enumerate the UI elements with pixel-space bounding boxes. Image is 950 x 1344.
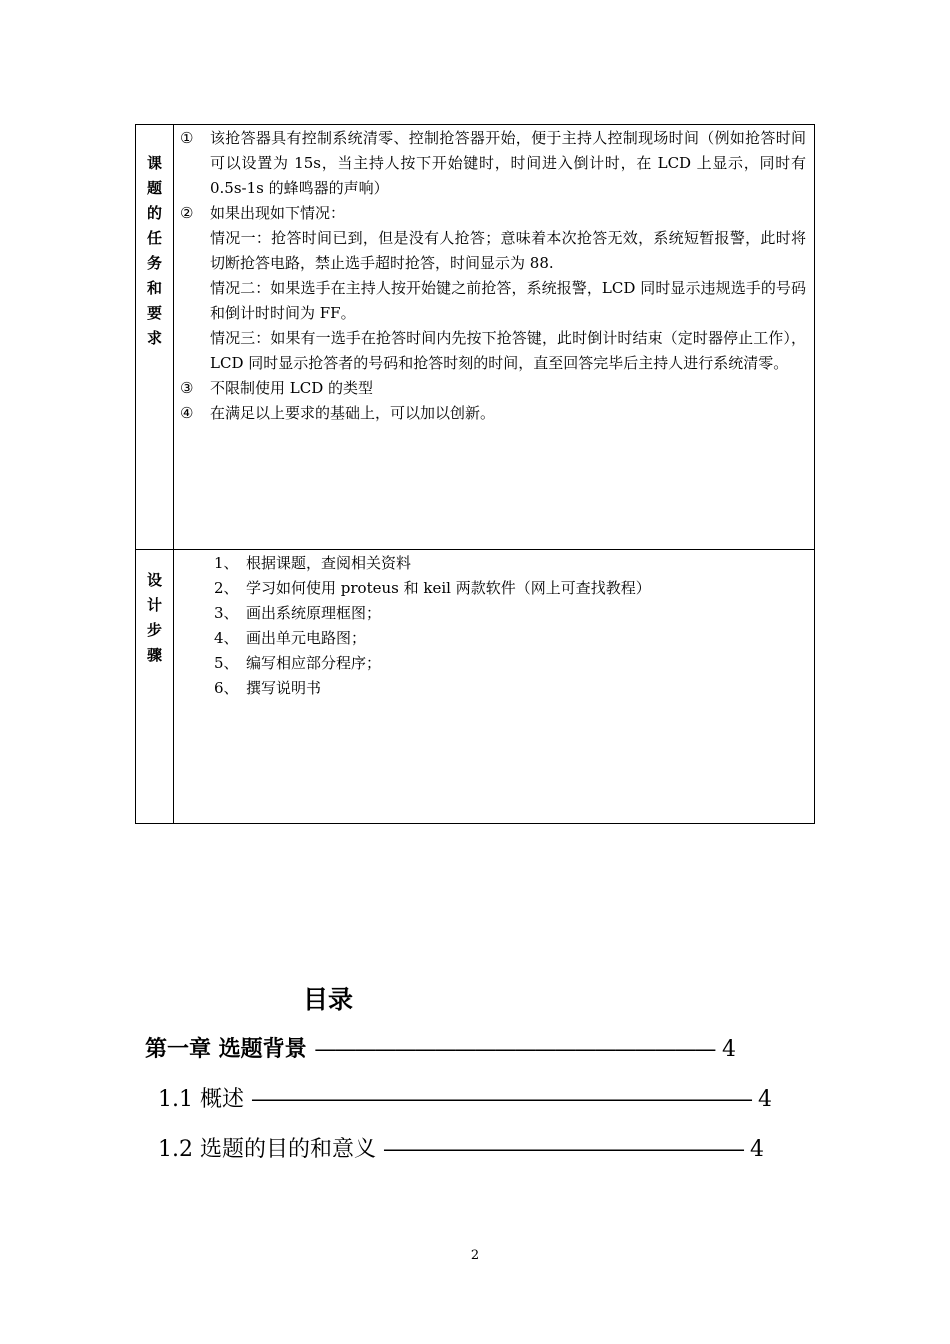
toc-entry[interactable]	[145, 1032, 736, 1063]
toc-entry-label: 第一章 选题背景	[145, 1037, 307, 1062]
step-item	[214, 651, 806, 676]
item-number: ②	[180, 204, 194, 222]
item-number: ①	[180, 129, 194, 147]
steps-label: 设 计 步 骤	[146, 571, 162, 664]
task-item	[180, 126, 806, 201]
step-number: 5、	[214, 654, 239, 672]
item-paragraph: 情况二：如果选手在主持人按开始键之前抢答，系统报警，LCD 同时显示违规选手的号码和倒计时时间为 FF。	[210, 279, 806, 322]
step-text: 撰写说明书	[246, 679, 322, 697]
toc-page-number: 4	[749, 1137, 764, 1162]
task-label-cell	[136, 125, 174, 550]
toc-entry-label: 1.2 选题的目的和意义	[158, 1137, 376, 1162]
toc-entry[interactable]	[158, 1082, 772, 1113]
item-paragraph: 该抢答器具有控制系统清零、控制抢答器开始，便于主持人控制现场时间（例如抢答时间可以设置为 15s，当主持人按下开始键时，时间进入倒计时，在 LCD 上显示，同时有 0.5s-1s 的蜂鸣器的声响）	[210, 129, 806, 197]
step-item	[214, 626, 806, 651]
toc-entry[interactable]	[158, 1132, 764, 1163]
toc-page-number: 4	[757, 1087, 772, 1112]
step-item	[214, 601, 806, 626]
step-number: 4、	[214, 629, 239, 647]
toc-leader: —————————————————————————	[250, 1087, 751, 1112]
task-item	[180, 376, 806, 401]
toc-leader: ——————————————————	[382, 1137, 743, 1162]
task-label: 课 题 的 任 务 和 要 求	[146, 154, 162, 347]
step-item	[214, 551, 806, 576]
task-content-cell	[174, 125, 815, 550]
item-number: ③	[180, 379, 194, 397]
item-number: ④	[180, 404, 194, 422]
step-text: 编写相应部分程序；	[246, 654, 382, 672]
step-text: 学习如何使用 proteus 和 keil 两款软件（网上可查找教程）	[246, 579, 651, 597]
step-number: 6、	[214, 679, 239, 697]
step-number: 3、	[214, 604, 239, 622]
page-number: 2	[470, 1248, 480, 1263]
step-number: 2、	[214, 579, 239, 597]
toc-leader: ————————————————————	[314, 1037, 715, 1062]
step-text: 画出系统原理框图；	[246, 604, 382, 622]
task-item	[180, 401, 806, 426]
steps-row	[136, 550, 815, 824]
step-text: 根据课题，查阅相关资料	[246, 554, 412, 572]
steps-content-cell	[174, 550, 815, 824]
item-paragraph: 情况一：抢答时间已到，但是没有人抢答；意味着本次抢答无效，系统短暂报警，此时将切断抢答电路，禁止选手超时抢答，时间显示为 88.	[210, 229, 806, 272]
item-paragraph: 如果出现如下情况：	[210, 204, 346, 222]
step-item	[214, 676, 806, 701]
requirements-table	[135, 124, 815, 824]
item-paragraph: 在满足以上要求的基础上，可以加以创新。	[210, 404, 496, 422]
toc-title: 目录	[303, 985, 354, 1014]
task-item	[180, 201, 806, 376]
item-paragraph: 不限制使用 LCD 的类型	[210, 379, 374, 397]
steps-label-cell	[136, 550, 174, 824]
item-paragraph: 情况三：如果有一选手在抢答时间内先按下抢答键，此时倒计时结束（定时器停止工作），LCD 同时显示抢答者的号码和抢答时刻的时间，直至回答完毕后主持人进行系统清零。	[210, 329, 806, 372]
step-number: 1、	[214, 554, 239, 572]
step-text: 画出单元电路图；	[246, 629, 367, 647]
task-row	[136, 125, 815, 550]
step-item	[214, 576, 806, 601]
toc-page-number: 4	[722, 1037, 737, 1062]
toc-entry-label: 1.1 概述	[158, 1087, 244, 1112]
